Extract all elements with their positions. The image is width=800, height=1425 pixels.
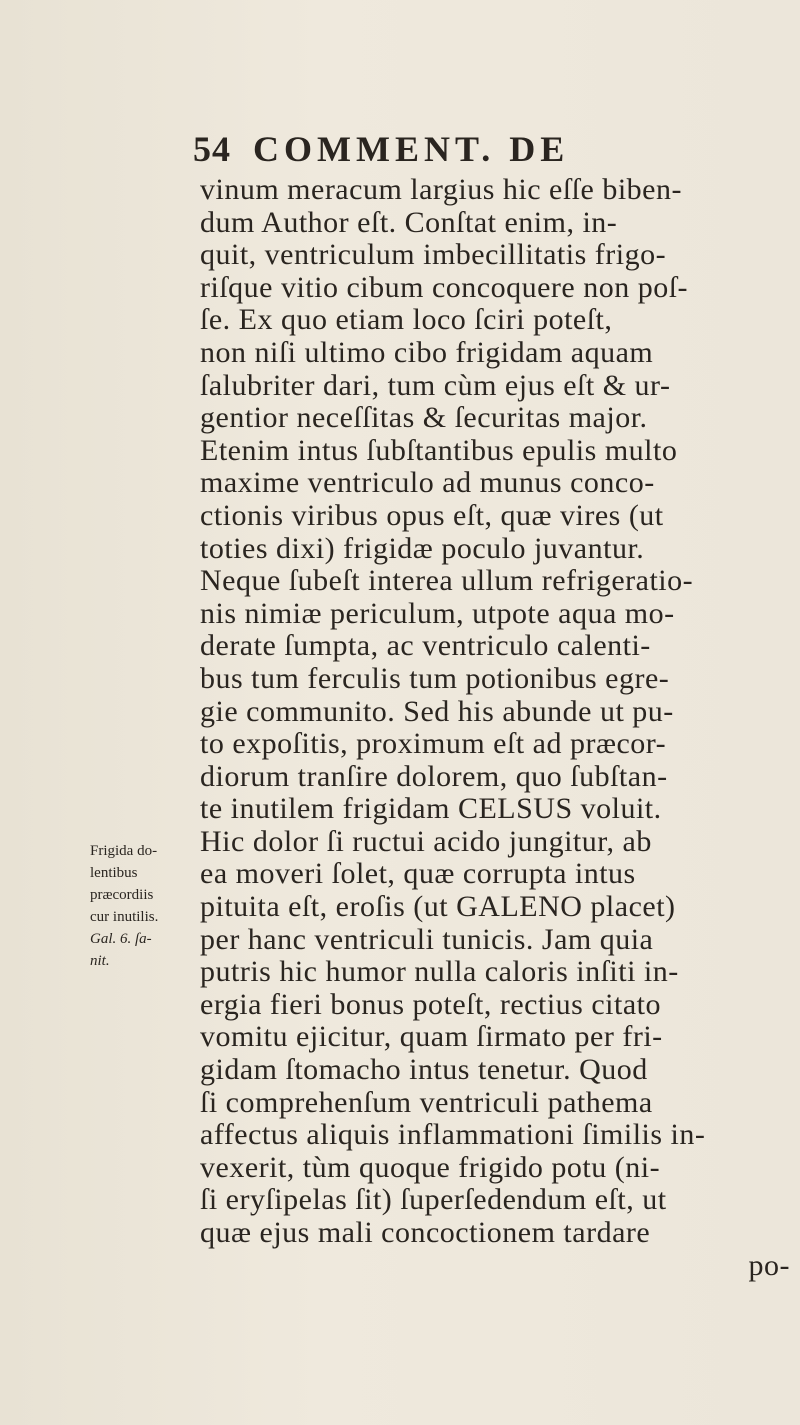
text-line: Neque ſubeſt interea ullum refrigeratio- (200, 565, 694, 598)
text-line: po- (748, 1249, 790, 1282)
text-line: pituita eſt, eroſis (ut GALENO placet) (200, 891, 676, 924)
margin-note (90, 840, 198, 972)
margin-note-line: Gal. 6. ſa- (90, 931, 152, 947)
margin-note-line: Frigida do- (90, 843, 158, 859)
text-line: quæ ejus mali concoctionem tardare (200, 1217, 651, 1249)
text-line: ſe. Ex quo etiam loco ſciri poteſt, (200, 304, 613, 337)
text-line: vinum meracum largius hic eſſe biben- (200, 174, 682, 206)
text-line: Hic dolor ſi ructui acido jungitur, ab (200, 825, 652, 858)
text-line: gidam ſtomacho intus tenetur. Quod (200, 1054, 648, 1087)
text-line: per hanc ventriculi tunicis. Jam quia (200, 923, 654, 956)
text-line: derate ſumpta, ac ventriculo calenti- (200, 630, 651, 663)
text-line: ſi comprehenſum ventriculi pathema (200, 1086, 653, 1119)
text-line: vexerit, tùm quoque frigido potu (ni- (200, 1151, 661, 1184)
text-line: dum Author eſt. Conſtat enim, in- (200, 206, 618, 239)
text-line: affectus aliquis inflammationi ſimilis in- (200, 1119, 706, 1152)
text-line: ſalubriter dari, tum cùm ejus eſt & ur- (200, 369, 671, 402)
text-line: to expoſitis, proximum eſt ad præcor- (200, 728, 667, 761)
text-line: ctionis viribus opus eſt, quæ vires (ut (200, 499, 664, 532)
text-line: bus tum ferculis tum potionibus egre- (200, 662, 670, 695)
text-line: nis nimiæ periculum, utpote aqua mo- (200, 597, 675, 630)
text-line: riſque vitio cibum concoquere non poſ- (200, 271, 689, 304)
text-line: maxime ventriculo ad munus conco- (200, 467, 655, 500)
text-line: Etenim intus ſubſtantibus epulis multo (200, 434, 678, 467)
page-number: 54 (193, 129, 231, 169)
text-line: ergia fieri bonus poteſt, rectius citato (200, 988, 661, 1021)
text-line: ea moveri ſolet, quæ corrupta intus (200, 858, 636, 891)
text-line: vomitu ejicitur, quam ſirmato per fri- (200, 1021, 663, 1054)
margin-note-line: cur inutilis. (90, 909, 159, 925)
text-line: te inutilem frigidam CELSUS voluit. (200, 793, 662, 826)
text-line: non niſi ultimo cibo frigidam aquam (200, 336, 654, 369)
margin-note-line: lentibus (90, 865, 138, 881)
text-line: quit, ventriculum imbecillitatis frigo- (200, 239, 667, 272)
text-line: ſi eryſipelas ſit) ſuperſedendum eſt, ut (200, 1184, 667, 1217)
text-line: gie communito. Sed his abunde ut pu- (200, 695, 674, 728)
text-line: diorum tranſire dolorem, quo ſubſtan- (200, 760, 668, 793)
page-header (193, 128, 753, 172)
margin-note-line: nit. (90, 953, 110, 969)
text-line: gentior neceſſitas & ſecuritas major. (200, 402, 648, 435)
text-line: putris hic humor nulla caloris inſiti in- (200, 956, 679, 989)
text-line: toties dixi) frigidæ poculo juvantur. (200, 532, 645, 565)
margin-note-line: præcordiis (90, 887, 154, 903)
running-title: COMMENT. DE (253, 129, 570, 169)
main-text-column (200, 174, 800, 1282)
